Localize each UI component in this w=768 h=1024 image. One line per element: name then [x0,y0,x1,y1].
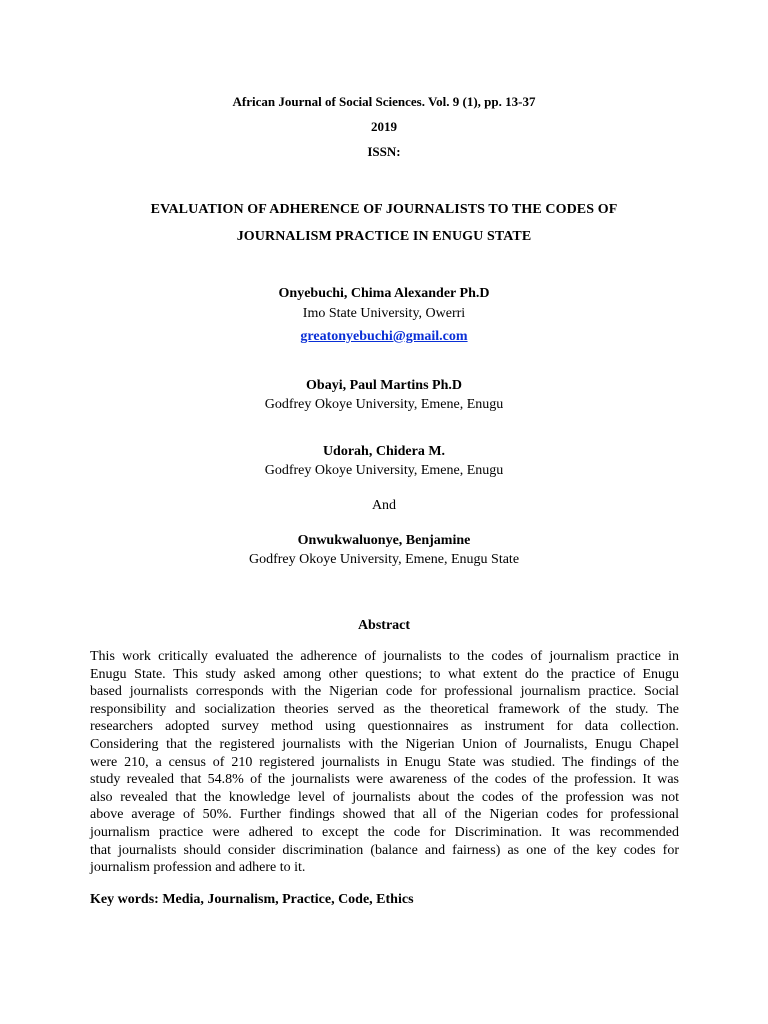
keywords-line: Key words: Media, Journalism, Practice, Code, Ethics [90,892,414,907]
journal-citation: African Journal of Social Sciences. Vol. 9 (1), pp. 13-37 [232,94,536,109]
author-email-row [0,327,768,345]
author-name: Udorah, Chidera M. [322,444,446,459]
abstract-line: study revealed that 54.8% of the journalists were awareness of the codes of the profession. It was [90,772,679,788]
abstract-line: were 210, a census of 210 registered journalists in Enugu State was studied. The findings of the [90,754,679,770]
abstract-line: This work critically evaluated the adherence of journalists to the codes of journalism practice in [90,649,679,664]
paper-title-line-2: JOURNALISM PRACTICE IN ENUGU STATE [236,229,532,244]
abstract-heading: Abstract [357,618,411,633]
abstract-line: based journalists corresponds with the Nigerian code for professional journalism practice. Social [90,684,679,700]
issn-label: ISSN: [367,144,401,159]
abstract-line: Enugu State. This study asked among other questions; to what extent do the practice of Enugu [90,666,679,682]
author-affiliation: Imo State University, Owerri [302,306,466,321]
author-affiliation: Godfrey Okoye University, Emene, Enugu [264,397,504,412]
author-email-link[interactable]: greatonyebuchi@gmail.com [300,329,468,344]
abstract-line: journalism practice were adhered to except the code for Discrimination. It was recommended [90,824,679,840]
abstract-line: journalism profession and adhere to it. [90,860,306,876]
publication-year: 2019 [371,119,397,134]
author-name: Onwukwaluonye, Benjamine [297,533,471,548]
abstract-line: researchers adopted survey method using questionnaires as instrument for data collection. [90,719,679,735]
abstract-body [90,648,679,877]
abstract-line: that journalists should consider discrimination (balance and fairness) as one of the key codes for [90,842,679,858]
author-affiliation: Godfrey Okoye University, Emene, Enugu [264,463,504,478]
paper-title-line-1: EVALUATION OF ADHERENCE OF JOURNALISTS TO THE CODES OF [150,202,618,217]
and-separator: And [371,498,397,513]
abstract-line: responsibility and socialization theories served as the theoretical framework of the study. The [90,701,679,717]
abstract-line: above average of 50%. Further findings showed that all of the Nigerian codes for professional [90,807,679,823]
abstract-line: Considering that the registered journalists with the Nigerian Union of Journalists, Enugu Chapel [90,736,679,752]
abstract-line: also revealed that the knowledge level of journalists about the codes of the profession was not [90,789,679,805]
author-name: Onyebuchi, Chima Alexander Ph.D [278,286,490,301]
author-affiliation: Godfrey Okoye University, Emene, Enugu State [248,552,520,567]
author-name: Obayi, Paul Martins Ph.D [306,378,462,393]
